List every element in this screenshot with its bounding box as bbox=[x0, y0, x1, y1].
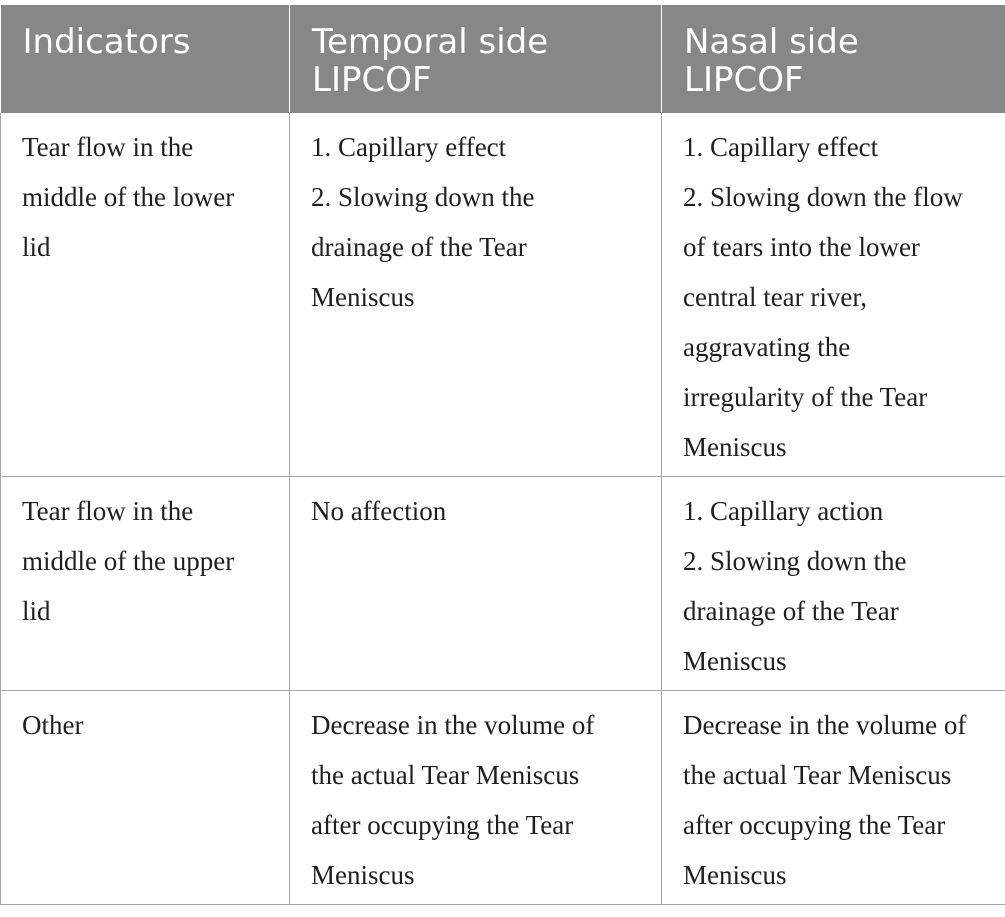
cell-nasal: 1. Capillary effect 2. Slowing down the flow of tears into the lower central tear river, aggravating the irregularity of the Tear Meniscus bbox=[662, 113, 1005, 477]
header-nasal-side bbox=[662, 5, 1005, 113]
cell-temporal: 1. Capillary effect 2. Slowing down the drainage of the Tear Meniscus bbox=[290, 113, 662, 477]
lipcof-comparison-table bbox=[0, 5, 1005, 905]
table-row bbox=[1, 477, 1005, 691]
header-temporal-side bbox=[290, 5, 662, 113]
header-indicators-label: Indicators bbox=[22, 22, 191, 62]
table-header bbox=[1, 5, 1005, 113]
header-temporal-label: Temporal side LIPCOF bbox=[312, 22, 549, 100]
cell-temporal: No affection bbox=[290, 477, 662, 691]
cell-indicator: Tear flow in the middle of the upper lid bbox=[1, 477, 290, 691]
cell-nasal: 1. Capillary action 2. Slowing down the drainage of the Tear Meniscus bbox=[662, 477, 1005, 691]
header-nasal-label: Nasal side LIPCOF bbox=[684, 22, 859, 100]
table-body bbox=[1, 113, 1005, 905]
table-row bbox=[1, 691, 1005, 905]
header-row bbox=[1, 5, 1005, 113]
table-row bbox=[1, 113, 1005, 477]
cell-nasal: Decrease in the volume of the actual Tear Meniscus after occupying the Tear Meniscus bbox=[662, 691, 1005, 905]
header-indicators bbox=[1, 5, 290, 113]
cell-indicator: Other bbox=[1, 691, 290, 905]
cell-indicator: Tear flow in the middle of the lower lid bbox=[1, 113, 290, 477]
comparison-table-container bbox=[0, 5, 1005, 905]
cell-temporal: Decrease in the volume of the actual Tear Meniscus after occupying the Tear Meniscus bbox=[290, 691, 662, 905]
